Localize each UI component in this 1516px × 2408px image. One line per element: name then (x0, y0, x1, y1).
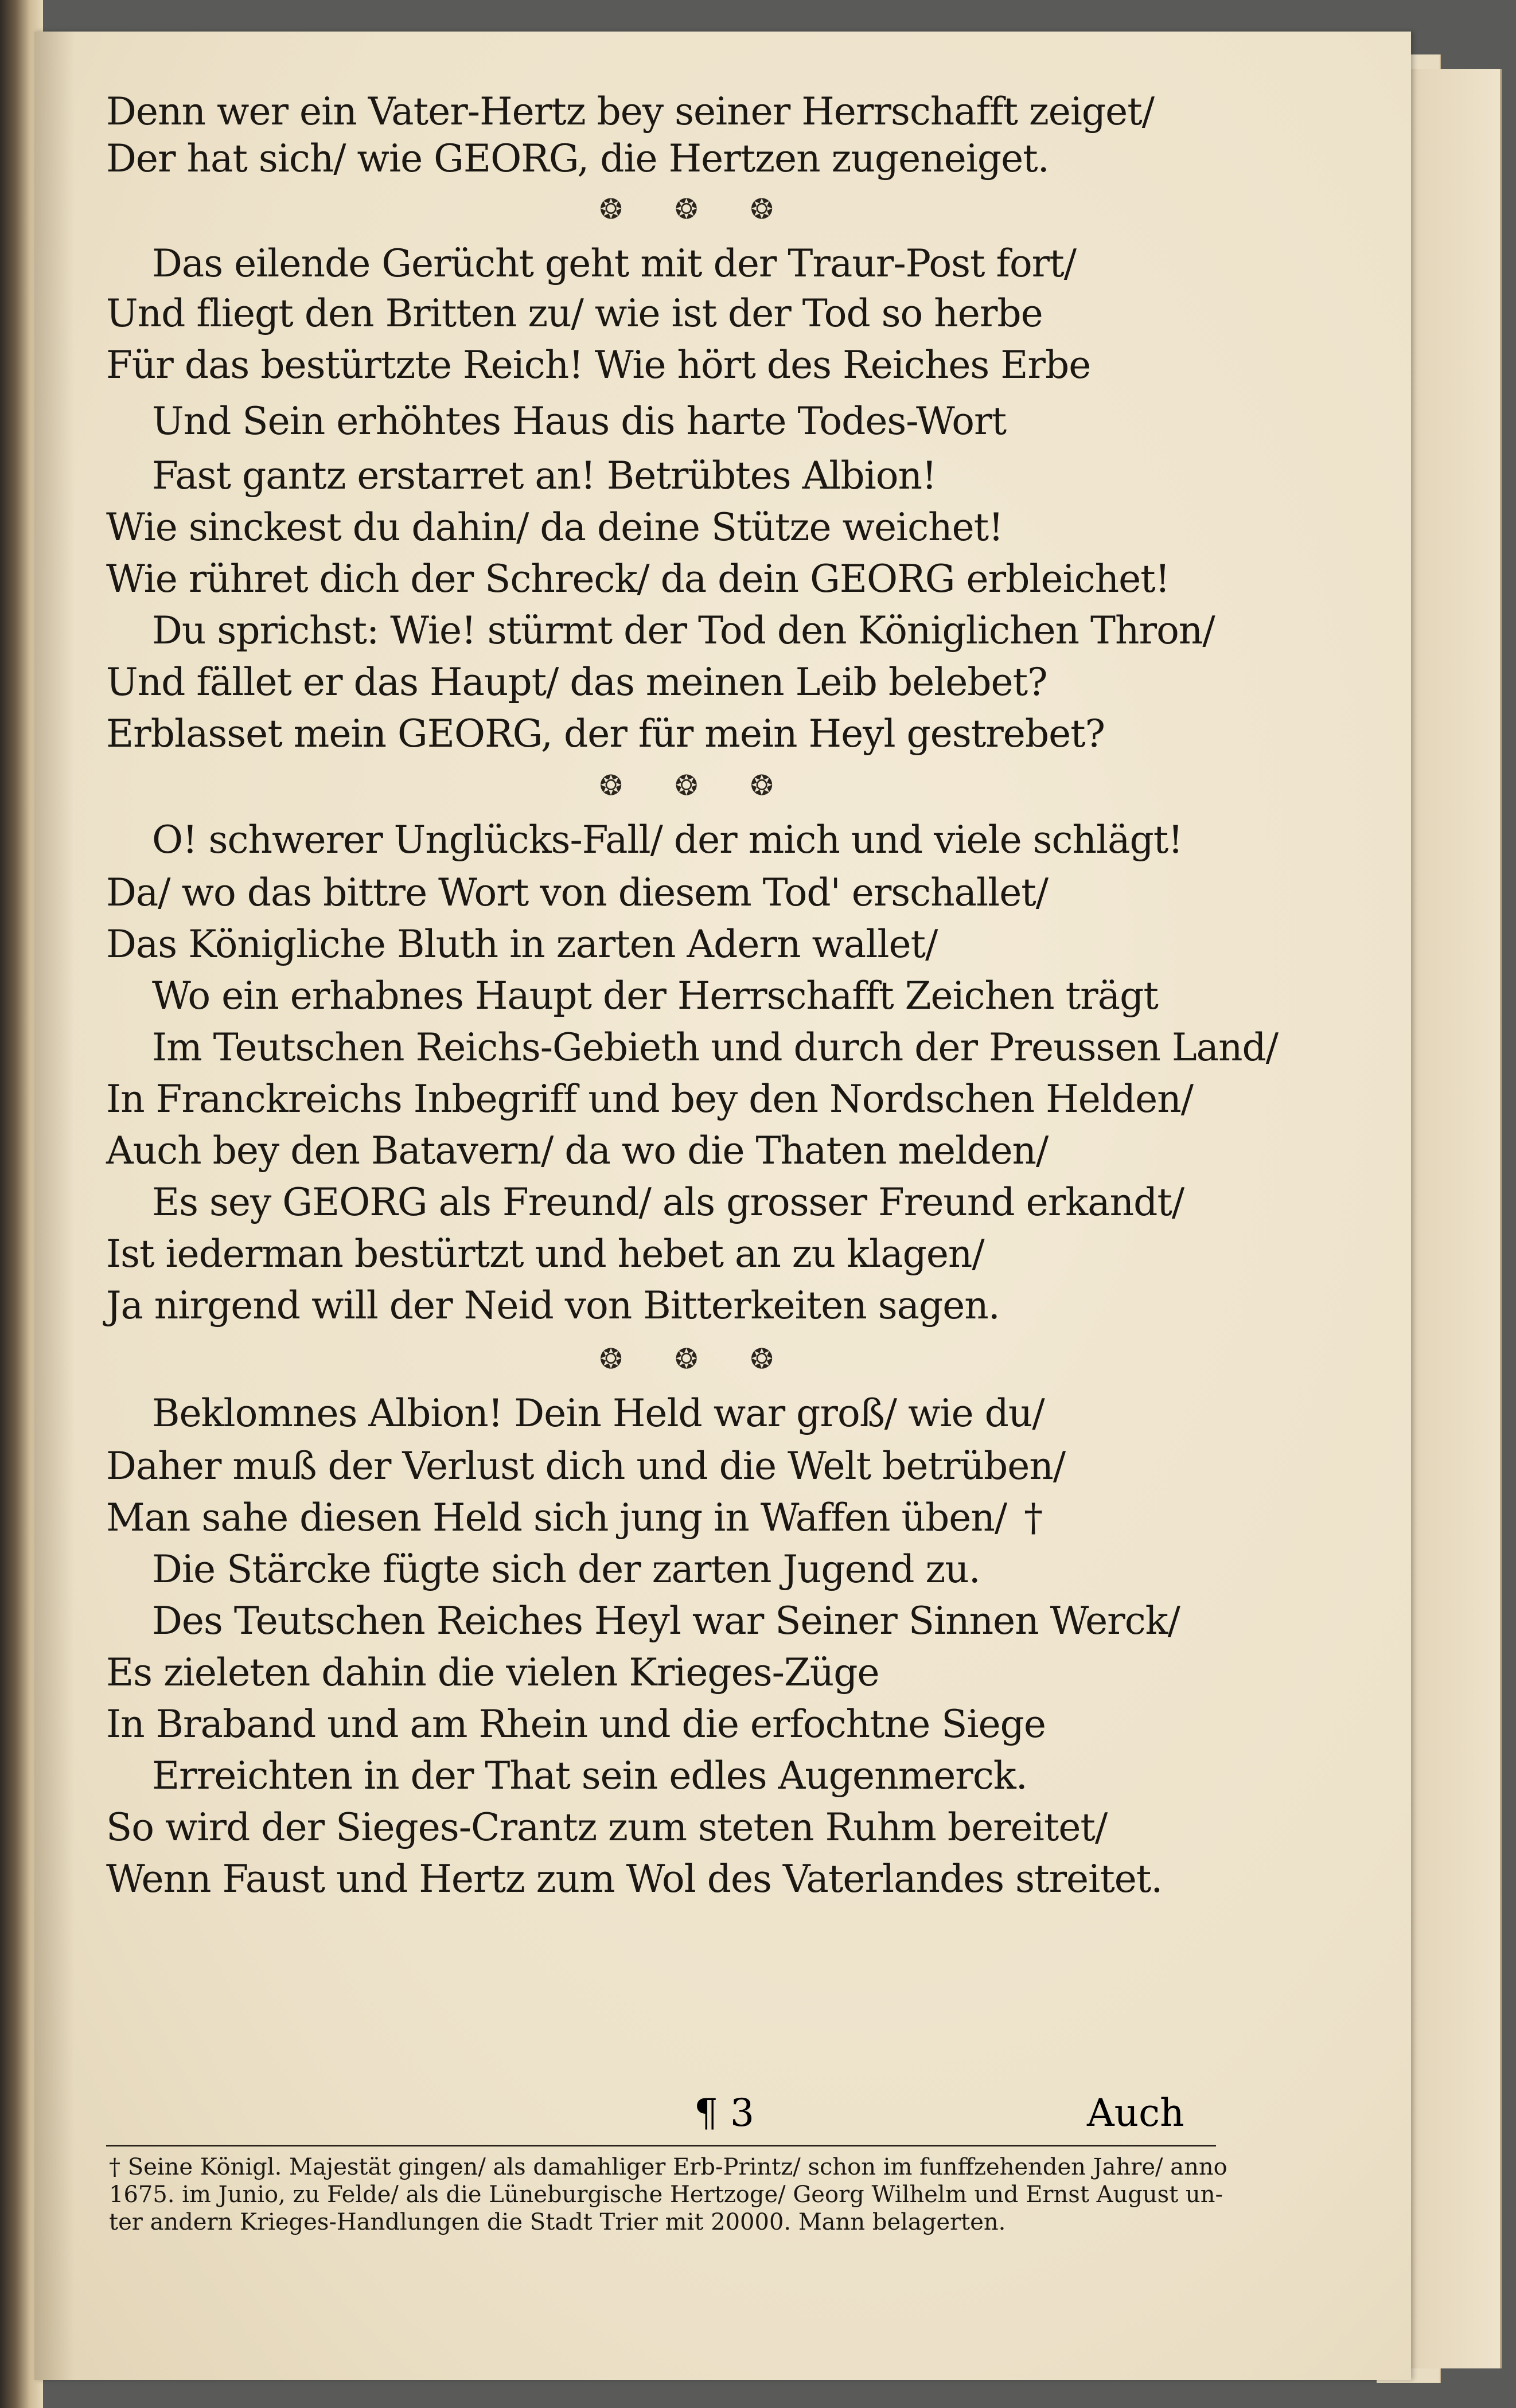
catchword: Auch (1087, 2091, 1184, 2135)
book-page (34, 32, 1411, 2380)
poem-line: Da/ wo das bittre Wort von diesem Tod' erschallet/ (106, 871, 1049, 915)
poem-line: Die Stärcke fügte sich der zarten Jugend zu. (152, 1547, 980, 1591)
poem-line: Daher muß der Verlust dich und die Welt betrüben/ (106, 1444, 1066, 1488)
poem-line: Des Teutschen Reiches Heyl war Seiner Sinnen Werck/ (152, 1599, 1180, 1643)
poem-line: Das Königliche Bluth in zarten Adern wallet/ (106, 922, 938, 966)
ornament-divider: ❂ ❂ ❂ (599, 193, 796, 225)
poem-line (106, 1495, 1042, 1541)
poem-line: Ist iederman bestürtzt und hebet an zu klagen/ (106, 1232, 984, 1276)
poem-line: Auch bey den Batavern/ da wo die Thaten melden/ (106, 1129, 1049, 1173)
poem-line: In Franckreichs Inbegriff und bey den Nordschen Helden/ (106, 1077, 1193, 1121)
poem-line: Wo ein erhabnes Haupt der Herrschafft Zeichen trägt (152, 974, 1158, 1018)
poem-line: Erblasset mein GEORG, der für mein Heyl gestrebet? (106, 712, 1105, 756)
poem-line: O! schwerer Unglücks-Fall/ der mich und viele schlägt! (152, 818, 1183, 862)
poem-line: Fast gantz erstarret an! Betrübtes Albion! (152, 454, 937, 498)
poem-line: Ja nirgend will der Neid von Bitterkeiten sagen. (106, 1283, 1000, 1328)
signature-mark: ¶ 3 (694, 2091, 754, 2135)
poem-line-text: Man sahe diesen Held sich jung in Waffen üben/ (106, 1496, 1007, 1540)
poem-line: Und fliegt den Britten zu/ wie ist der Tod so herbe (106, 291, 1043, 335)
poem-line: Wenn Faust und Hertz zum Wol des Vaterlandes streitet. (106, 1857, 1163, 1901)
footnote-line: 1675. im Junio, zu Felde/ als die Lüneburgische Hertzoge/ Georg Wilhelm und Ernst August un- (109, 2181, 1223, 2208)
ornament-divider: ❂ ❂ ❂ (599, 1343, 796, 1375)
poem-line: Das eilende Gerücht geht mit der Traur-Post fort/ (152, 241, 1076, 286)
poem-line (106, 342, 1090, 388)
poem-line: Es sey GEORG als Freund/ als grosser Freund erkandt/ (152, 1180, 1184, 1224)
poem-line: Es zieleten dahin die vielen Krieges-Züge (106, 1650, 879, 1695)
footnote-line: ter andern Krieges-Handlungen die Stadt Trier mit 20000. Mann belagerten. (109, 2209, 1006, 2235)
page-gutter-shadow (34, 32, 75, 2380)
poem-line: Im Teutschen Reichs-Gebieth und durch der Preussen Land/ (152, 1025, 1279, 1070)
poem-line-text: Für das bestürtzte Reich! Wie hört des Reiches Erbe (106, 343, 1091, 387)
footnote-reference[interactable]: † (1024, 1496, 1043, 1540)
poem-line: Wie rühret dich der Schreck/ da dein GEORG erbleichet! (106, 557, 1170, 601)
footnote-rule (106, 2145, 1216, 2146)
poem-line: Denn wer ein Vater-Hertz bey seiner Herrschafft zeiget/ (106, 89, 1154, 134)
poem-line: Wie sinckest du dahin/ da deine Stütze weichet! (106, 505, 1003, 549)
poem-line: Der hat sich/ wie GEORG, die Hertzen zugeneiget. (106, 136, 1049, 181)
poem-line: Und Sein erhöhtes Haus dis harte Todes-Wort (152, 399, 1007, 443)
footnote-line: † Seine Königl. Majestät gingen/ als damahliger Erb-Printz/ schon im funffzehenden Jahre/ anno (109, 2154, 1227, 2180)
poem-line: Erreichten in der That sein edles Augenmerck. (152, 1754, 1027, 1798)
poem-line: Du sprichst: Wie! stürmt der Tod den Königlichen Thron/ (152, 608, 1215, 653)
poem-line: So wird der Sieges-Crantz zum steten Ruhm bereitet/ (106, 1805, 1108, 1849)
poem-line: In Braband und am Rhein und die erfochtne Siege (106, 1702, 1046, 1746)
ornament-divider: ❂ ❂ ❂ (599, 770, 796, 802)
poem-line: Und fället er das Haupt/ das meinen Leib belebet? (106, 660, 1047, 704)
poem-line: Beklomnes Albion! Dein Held war groß/ wie du/ (152, 1391, 1045, 1435)
